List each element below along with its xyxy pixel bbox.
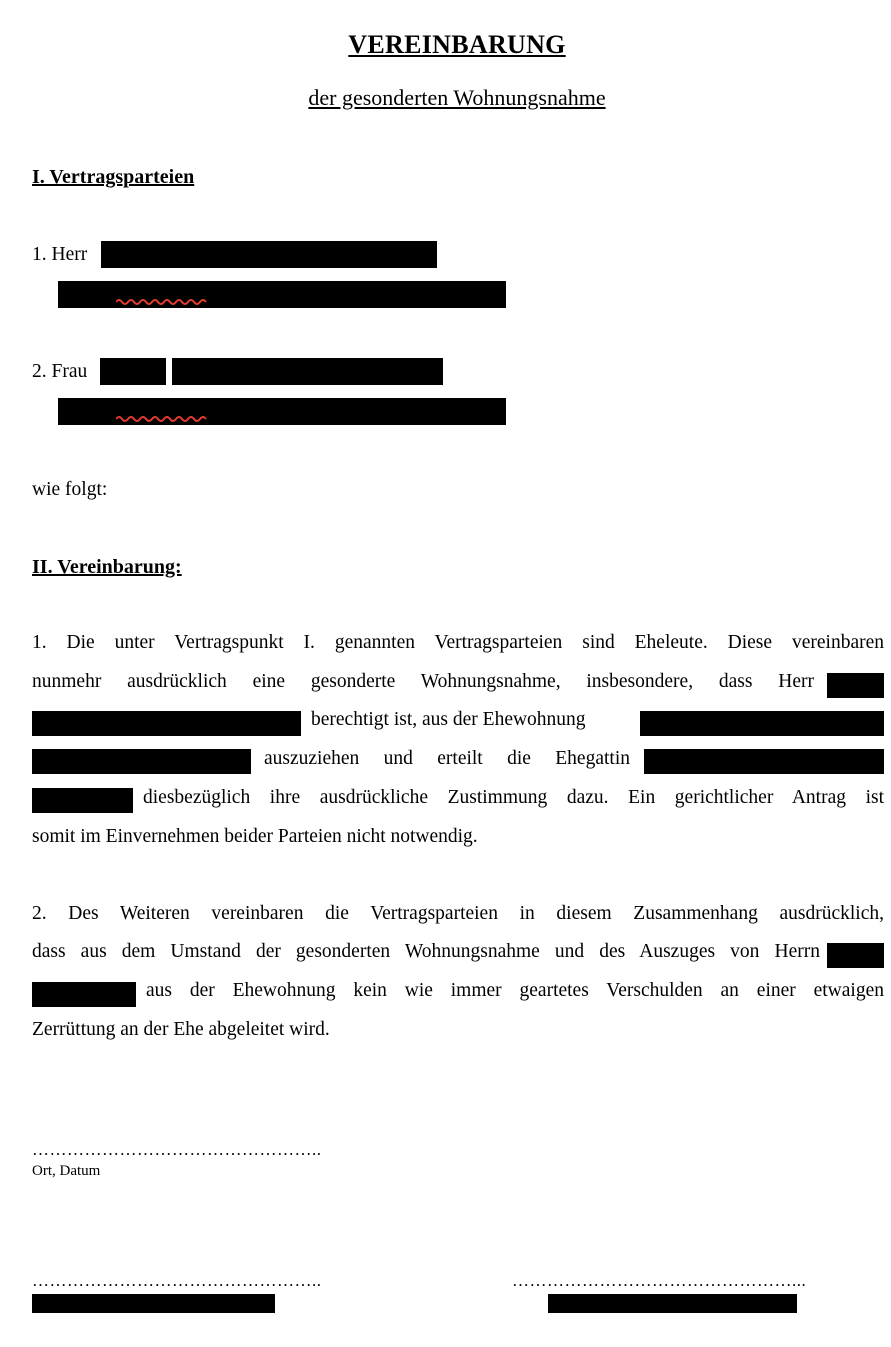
paragraph2-line3: aus der Ehewohnung kein wie immer geartetes Verschulden an einer etwaigen [146, 980, 884, 1001]
spellcheck-underline [116, 297, 208, 307]
redaction-signature-right-name [548, 1294, 797, 1313]
redaction-p1-herr [827, 673, 884, 698]
paragraph1-line3: berechtigt ist, aus der Ehewohnung [311, 709, 586, 730]
place-date-label: Ort, Datum [32, 1163, 101, 1179]
document-title: VEREINBARUNG [348, 30, 566, 59]
party2-prefix: 2. Frau [32, 361, 88, 382]
party1-prefix: 1. Herr [32, 244, 88, 265]
paragraph1-line2: nunmehr ausdrücklich eine gesonderte Wohnungsnahme, insbesondere, dass Herr [32, 671, 814, 692]
redaction-signature-left-name [32, 1294, 275, 1313]
redaction-party2-firstname [100, 358, 166, 385]
redaction-party1-name [101, 241, 437, 268]
paragraph1-line4: auszuziehen und erteilt die Ehegattin [264, 748, 630, 769]
redaction-party2-lastname [172, 358, 443, 385]
signature-right-dotted-line: …………………………………………... [512, 1271, 807, 1290]
paragraph2-line4: Zerrüttung an der Ehe abgeleitet wird. [32, 1019, 330, 1040]
parties-closing: wie folgt: [32, 479, 108, 500]
paragraph1-line5: diesbezüglich ihre ausdrückliche Zustimmung dazu. Ein gerichtlicher Antrag ist [143, 787, 884, 808]
spellcheck-underline [116, 414, 208, 424]
redaction-p2-herrn [827, 943, 884, 968]
section-heading-agreement: II. Vereinbarung: [32, 556, 182, 578]
document-subtitle: der gesonderten Wohnungsnahme [308, 85, 606, 110]
redaction-p1-ehegattin [644, 749, 884, 774]
section-heading-parties: I. Vertragsparteien [32, 166, 195, 188]
redaction-p1-address [32, 749, 251, 774]
signature-left-dotted-line: ………………………………………….. [32, 1271, 322, 1290]
place-date-dotted-line: ………………………………………….. [32, 1140, 322, 1159]
redaction-p1-ehewohnung [640, 711, 884, 736]
paragraph2-line1: 2. Des Weiteren vereinbaren die Vertragsparteien in diesem Zusammenhang ausdrücklich, [32, 903, 884, 924]
redaction-p1-ehegattin-name [32, 788, 133, 813]
paragraph1-line1: 1. Die unter Vertragspunkt I. genannten Vertragsparteien sind Eheleute. Diese vereinbaren [32, 632, 884, 653]
redaction-p1-herr-name [32, 711, 301, 736]
paragraph2-line2: dass aus dem Umstand der gesonderten Wohnungsnahme und des Auszuges von Herrn [32, 941, 820, 962]
paragraph1-line6: somit im Einvernehmen beider Parteien nicht notwendig. [32, 826, 478, 847]
redaction-p2-herrn-name [32, 982, 136, 1007]
